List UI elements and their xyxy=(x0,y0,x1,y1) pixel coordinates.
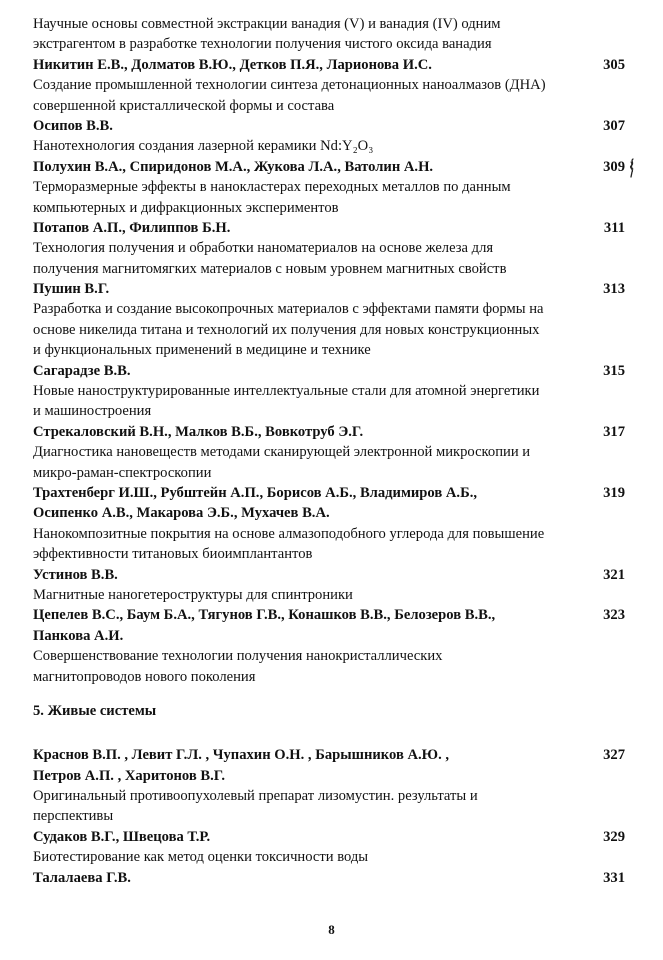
entry-title: Терморазмерные эффекты в нанокластерах переходных металлов по данным xyxy=(33,179,511,196)
entry-page-number: 321 xyxy=(603,566,625,583)
entry-title: перспективы xyxy=(33,808,114,825)
entry-authors xyxy=(33,55,625,75)
entry-title: компьютерных и дифракционных экспериментов xyxy=(33,199,339,216)
entry-page-number: 311 xyxy=(603,219,625,236)
toc-entry xyxy=(33,55,625,116)
entry-title: Новые наноструктурированные интеллектуальные стали для атомной энергетики xyxy=(33,383,540,400)
toc-entry xyxy=(33,745,625,827)
entry-authors-text: Трахтенберг И.Ш., Рубштейн А.П., Борисов А.Б., Владимиров А.Б., xyxy=(33,484,478,501)
entry-page-number: 319 xyxy=(603,484,625,501)
entry-authors-text: Стрекаловский В.Н., Малков В.Б., Вовкотруб Э.Г. xyxy=(33,423,364,440)
entry-title: и машиностроения xyxy=(33,403,152,420)
entry-page-number: 307 xyxy=(603,117,625,134)
entry-title: совершенной кристаллической формы и состава xyxy=(33,97,335,114)
entry-authors-text: Полухин В.А., Спиридонов М.А., Жукова Л.А., Ватолин А.Н. xyxy=(33,158,434,175)
entry-title: и функциональных применений в медицине и технике xyxy=(33,342,371,359)
entry-title: получения магнитомягких материалов с новым уровнем магнитных свойств xyxy=(33,260,507,277)
toc-entry xyxy=(33,868,625,888)
entry-authors-text: Осипов В.В. xyxy=(33,117,113,134)
page-number: 8 xyxy=(328,922,335,937)
toc-entry xyxy=(33,157,625,218)
toc-entries xyxy=(33,14,625,888)
entry-authors-text: Панкова А.И. xyxy=(33,627,124,644)
entry-page-number: 305 xyxy=(603,56,625,73)
toc-entry xyxy=(33,279,625,361)
toc-entry xyxy=(33,361,625,422)
entry-authors-text: Пушин В.Г. xyxy=(33,281,110,298)
toc-entry xyxy=(33,483,625,565)
entry-title: Диагностика нановеществ методами сканирующей электронной микроскопии и xyxy=(33,444,531,461)
entry-title: экстрагентом в разработке технологии получения чистого оксида ванадия xyxy=(33,36,492,53)
entry-title: Оригинальный противоопухолевый препарат лизомустин. результаты и xyxy=(33,788,478,805)
entry-authors xyxy=(33,626,625,646)
entry-title: микро-раман-спектроскопии xyxy=(33,464,212,481)
entry-authors xyxy=(33,605,625,625)
entry-authors-text: Осипенко А.В., Макарова Э.Б., Мухачев В.А. xyxy=(33,505,330,522)
entry-page-number: 309 xyxy=(603,158,625,175)
toc-entry xyxy=(33,605,625,687)
entry-authors-text: Цепелев В.С., Баум Б.А., Тягунов Г.В., Конашков В.В., Белозеров В.В., xyxy=(33,607,496,624)
toc-entry xyxy=(33,422,625,483)
toc-group-living-systems xyxy=(33,745,625,888)
entry-authors-text: Петров А.П. , Харитонов В.Г. xyxy=(33,767,226,784)
entry-authors xyxy=(33,279,625,299)
entry-title: Научные основы совместной экстракции ванадия (V) и ванадия (IV) одним xyxy=(33,16,501,32)
entry-title: Магнитные наногетероструктуры для спинтроники xyxy=(33,586,353,603)
entry-title: Нанокомпозитные покрытия на основе алмазоподобного углерода для повышение xyxy=(33,525,545,542)
toc-entry xyxy=(33,14,625,55)
spacer xyxy=(33,721,625,735)
entry-title: Разработка и создание высокопрочных материалов с эффектами памяти формы на xyxy=(33,301,544,318)
entry-page-number: 313 xyxy=(603,281,625,298)
entry-authors-text: Судаков В.Г., Швецова Т.Р. xyxy=(33,828,211,845)
entry-page-number: 315 xyxy=(603,362,625,379)
toc-entry xyxy=(33,827,625,868)
entry-title: основе никелида титана и технологий их получения для новых конструкционных xyxy=(33,321,540,338)
entry-page-number: 331 xyxy=(603,869,625,886)
entry-title: Нанотехнология создания лазерной керамики Nd:Y₂O₃ xyxy=(33,138,374,155)
entry-page-number: 329 xyxy=(603,828,625,845)
toc-group-materials xyxy=(33,14,625,687)
entry-authors xyxy=(33,503,625,523)
spacer xyxy=(33,687,625,701)
toc-entry xyxy=(33,218,625,279)
entry-title: магнитопроводов нового поколения xyxy=(33,668,256,685)
entry-authors xyxy=(33,422,625,442)
entry-page-number: 323 xyxy=(603,607,625,624)
ink-scribble-mark-icon xyxy=(627,158,637,178)
section-heading: 5. Живые системы xyxy=(33,702,157,719)
entry-authors-text: Устинов В.В. xyxy=(33,566,118,583)
entry-authors-text: Сагарадзе В.В. xyxy=(33,362,131,379)
entry-authors-text: Краснов В.П. , Левит Г.Л. , Чупахин О.Н. , Барышников А.Ю. , xyxy=(33,747,450,764)
entry-title: эффективности титановых биоимплантантов xyxy=(33,546,313,563)
entry-authors xyxy=(33,218,625,238)
toc-entry xyxy=(33,565,625,606)
entry-authors xyxy=(33,116,625,136)
entry-authors xyxy=(33,361,625,381)
entry-authors xyxy=(33,766,625,786)
entry-title: Создание промышленной технологии синтеза детонационных наноалмазов (ДНА) xyxy=(33,77,546,94)
entry-authors xyxy=(33,157,625,177)
entry-title: Совершенствование технологии получения нанокристаллических xyxy=(33,648,443,665)
entry-authors xyxy=(33,868,625,888)
toc-entry xyxy=(33,116,625,157)
entry-authors xyxy=(33,483,625,503)
spacer xyxy=(33,735,625,745)
entry-authors-text: Талалаева Г.В. xyxy=(33,869,131,886)
entry-page-number: 327 xyxy=(603,747,625,764)
entry-title: Технология получения и обработки наноматериалов на основе железа для xyxy=(33,240,494,257)
entry-authors-text: Никитин Е.В., Долматов В.Ю., Детков П.Я., Ларионова И.С. xyxy=(33,56,432,73)
entry-title: Биотестирование как метод оценки токсичности воды xyxy=(33,849,369,866)
entry-authors-text: Потапов А.П., Филиппов Б.Н. xyxy=(33,219,231,236)
entry-page-number: 317 xyxy=(603,423,625,440)
entry-authors xyxy=(33,827,625,847)
entry-authors xyxy=(33,745,625,765)
entry-authors xyxy=(33,565,625,585)
